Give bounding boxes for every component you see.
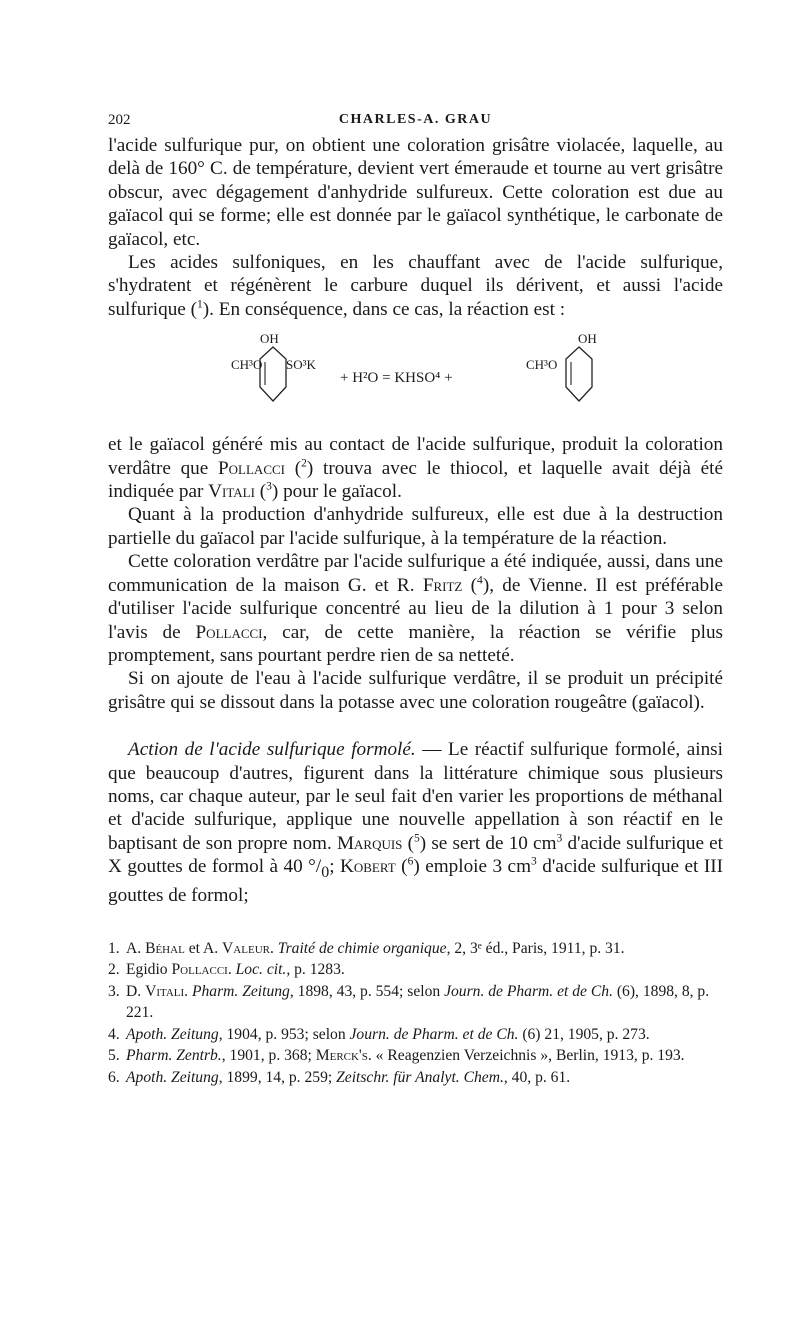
page-header xyxy=(108,108,723,134)
running-title: CHARLES-A. GRAU xyxy=(338,112,493,127)
footnote-3: 3. D. Vitali. Pharm. Zeitung, 1898, 43, p. 554; selon Journ. de Pharm. et de Ch. (6), 1898, 8, p. 221. xyxy=(108,982,710,1022)
body-text xyxy=(108,134,723,908)
left-benzene-ring xyxy=(258,345,288,413)
left-so3k-label: SO³K xyxy=(286,357,316,373)
left-oh-label: OH xyxy=(260,331,279,347)
paragraph-7: Action de l'acide sulfurique formolé. — Le réactif sulfurique formolé, ainsi que beaucoup d'autres, figurent dans la littérature chimique sous plusieurs noms, car chaque auteur, par le seul fait d'en varier les proportions de méthanal et d'acide sulfurique, applique une nouvelle appellation à son réactif en le baptisant de son propre nom. Marquis ($^5$) se sert de 10 $cm^3$ d'acide sulfurique et X gouttes de formol à 40 $^\circ/_0$; Kobert ($^6$) emploie 3 $cm^3$ d'acide sulfurique et III gouttes de formol; xyxy=(108,739,724,907)
reaction-middle: + H²O = KHSO⁴ + xyxy=(340,370,453,387)
right-oh-label: OH xyxy=(578,331,597,347)
footnote-6: 6. Apoth. Zeitung, 1899, 14, p. 259; Zeitschr. für Analyt. Chem., 40, p. 61. xyxy=(108,1068,571,1086)
footnote-5: 5. Pharm. Zentrb., 1901, p. 368; Merck's. « Reagenzien Verzeichnis », Berlin, 1913, p. 193. xyxy=(108,1047,685,1065)
paragraph-3: et le gaïacol généré mis au contact de l'acide sulfurique, produit la coloration verdâtre que Pollacci ($^2$) trouva avec le thiocol, et laquelle avait déjà été indiquée par Vitali ($^3$) pour le gaïacol. xyxy=(108,434,723,503)
footnotes xyxy=(108,938,723,1089)
paragraph-1: l'acide sulfurique pur, on obtient une coloration grisâtre violacée, laquelle, au delà de 160° C. de température, devient vert émeraude et tourne au vert grisâtre obscur, avec dégagement d'anhydride sulfureux. Cette coloration est due au gaïacol qui se forme; elle est donnée par le gaïacol synthétique, le carbonate de gaïacol, etc. xyxy=(108,135,723,250)
right-benzene-ring xyxy=(564,345,594,413)
book-page xyxy=(108,108,723,1088)
paragraph-5: Cette coloration verdâtre par l'acide sulfurique a été indiquée, aussi, dans une communication de la maison G. et R. Fritz ($^4$), de Vienne. Il est préférable d'utiliser l'acide sulfurique concentré au lieu de la dilution à 1 pour 3 selon l'avis de Pollacci, car, de cette manière, la réaction se vérifie plus promptement, sans pourtant perdre rien de sa netteté. xyxy=(108,551,724,666)
footnote-1: 1. A. Béhal et A. Valeur. Traité de chimie organique, 2, 3ᵉ éd., Paris, 1911, p. 31. xyxy=(108,939,625,957)
footnote-4: 4. Apoth. Zeitung, 1904, p. 953; selon Journ. de Pharm. et de Ch. (6) 21, 1905, p. 273. xyxy=(108,1025,650,1043)
left-ch3o-label: CH³O xyxy=(231,357,263,373)
paragraph-6: Si on ajoute de l'eau à l'acide sulfurique verdâtre, il se produit un précipité grisâtre qui se dissout dans la potasse avec une coloration rougeâtre (gaïacol). xyxy=(108,668,723,713)
right-ch3o-label: CH³O xyxy=(526,357,558,373)
paragraph-4: Quant à la production d'anhydride sulfureux, elle est due à la destruction partielle du gaïacol par l'acide sulfurique, à la température de la réaction. xyxy=(108,504,723,549)
chemical-reaction-formula xyxy=(108,325,723,427)
paragraph-2: Les acides sulfoniques, en les chauffant avec de l'acide sulfurique, s'hydratent et régénèrent le carbure duquel ils dérivent, et aussi l'acide sulfurique ($^1$). En conséquence, dans ce cas, la réaction est : xyxy=(108,252,723,320)
page-number: 202 xyxy=(108,112,131,128)
footnote-ref: 1 xyxy=(197,298,203,311)
section-title: Action de l'acide sulfurique formolé. xyxy=(128,739,416,761)
footnote-2: 2. Egidio Pollacci. Loc. cit., p. 1283. xyxy=(108,961,345,979)
